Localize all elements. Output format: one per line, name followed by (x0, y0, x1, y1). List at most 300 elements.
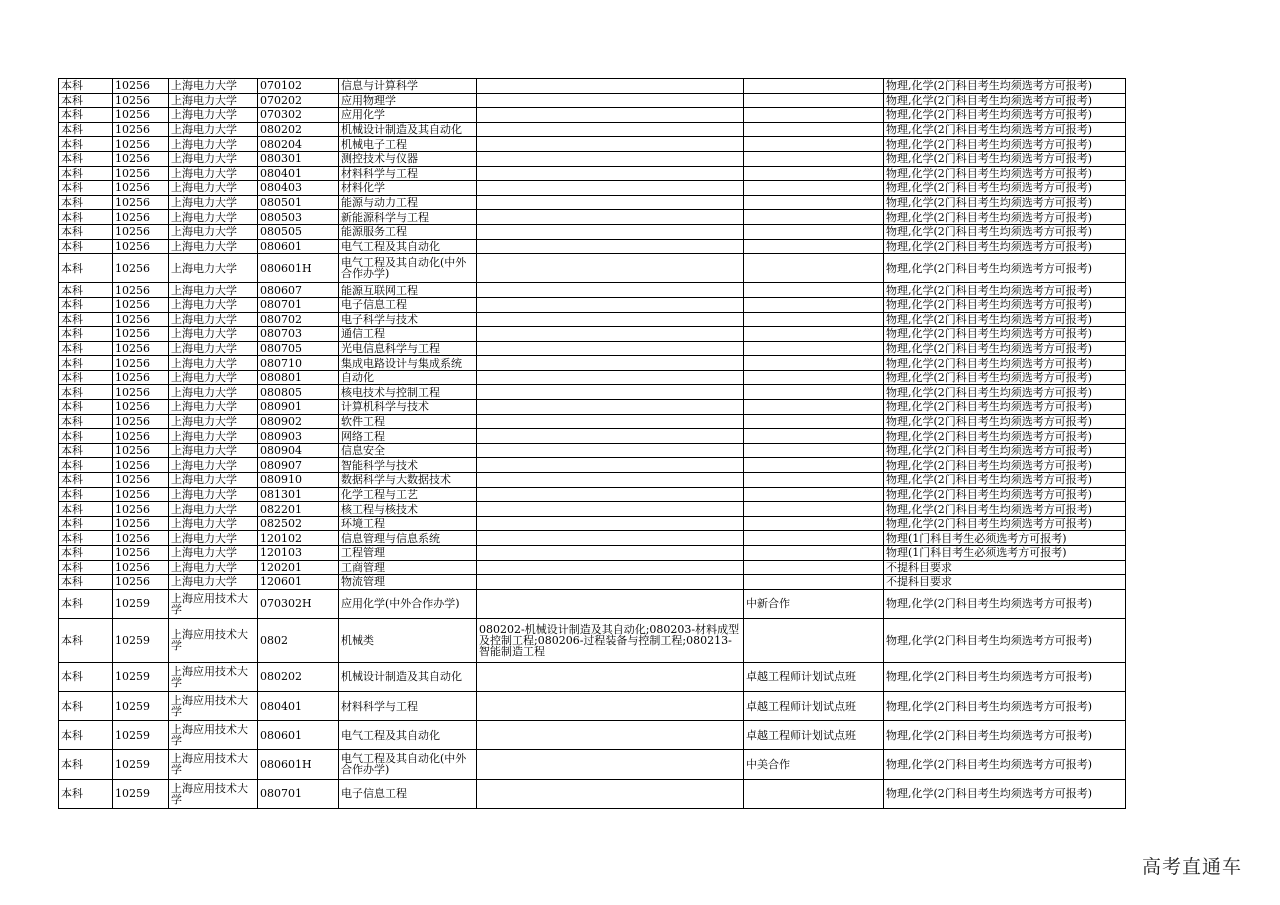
major-name-cell: 工商管理 (339, 560, 477, 575)
school-name-cell: 上海电力大学 (169, 93, 258, 108)
school-code-cell: 10259 (113, 779, 169, 808)
table-row (59, 429, 1126, 444)
level-cell: 本科 (59, 239, 113, 254)
school-code-cell: 10256 (113, 151, 169, 166)
remark-cell (744, 151, 884, 166)
major-code-cell: 082201 (258, 502, 339, 517)
subject-requirement-cell: 物理,化学(2门科目考生均须选考方可报考) (884, 312, 1126, 327)
level-cell: 本科 (59, 531, 113, 546)
subject-requirement-cell: 物理,化学(2门科目考生均须选考方可报考) (884, 327, 1126, 342)
remark-cell (744, 79, 884, 94)
school-name-cell: 上海电力大学 (169, 195, 258, 210)
school-code-cell: 10256 (113, 516, 169, 531)
table-body (59, 79, 1126, 809)
major-name-cell: 机械类 (339, 618, 477, 662)
major-name-cell: 能源互联网工程 (339, 283, 477, 298)
school-code-cell: 10256 (113, 283, 169, 298)
included-majors-cell (477, 516, 744, 531)
table-row (59, 560, 1126, 575)
major-code-cell: 080903 (258, 429, 339, 444)
subject-requirement-cell: 物理,化学(2门科目考生均须选考方可报考) (884, 166, 1126, 181)
school-name-cell: 上海电力大学 (169, 385, 258, 400)
school-code-cell: 10256 (113, 502, 169, 517)
subject-requirement-cell: 不提科目要求 (884, 560, 1126, 575)
school-name-cell: 上海电力大学 (169, 516, 258, 531)
school-code-cell: 10259 (113, 589, 169, 618)
subject-requirement-cell: 物理,化学(2门科目考生均须选考方可报考) (884, 108, 1126, 123)
table-row (59, 283, 1126, 298)
school-code-cell: 10256 (113, 560, 169, 575)
included-majors-cell (477, 385, 744, 400)
school-name-cell: 上海电力大学 (169, 108, 258, 123)
included-majors-cell (477, 195, 744, 210)
major-code-cell: 081301 (258, 487, 339, 502)
major-code-cell: 120102 (258, 531, 339, 546)
school-name-cell: 上海电力大学 (169, 473, 258, 488)
school-code-cell: 10256 (113, 254, 169, 283)
level-cell: 本科 (59, 327, 113, 342)
school-code-cell: 10259 (113, 750, 169, 779)
subject-requirement-cell: 物理,化学(2门科目考生均须选考方可报考) (884, 93, 1126, 108)
school-name-cell: 上海电力大学 (169, 443, 258, 458)
school-name-cell: 上海应用技术大学 (169, 691, 258, 720)
subject-requirement-cell: 物理,化学(2门科目考生均须选考方可报考) (884, 385, 1126, 400)
table-row (59, 546, 1126, 561)
school-code-cell: 10256 (113, 210, 169, 225)
level-cell: 本科 (59, 166, 113, 181)
school-code-cell: 10256 (113, 122, 169, 137)
school-code-cell: 10256 (113, 224, 169, 239)
school-name-cell: 上海电力大学 (169, 151, 258, 166)
major-code-cell: 080904 (258, 443, 339, 458)
level-cell: 本科 (59, 721, 113, 750)
included-majors-cell (477, 487, 744, 502)
included-majors-cell (477, 93, 744, 108)
remark-cell (744, 400, 884, 415)
included-majors-cell (477, 458, 744, 473)
subject-requirement-cell: 物理,化学(2门科目考生均须选考方可报考) (884, 79, 1126, 94)
level-cell: 本科 (59, 341, 113, 356)
school-name-cell: 上海电力大学 (169, 356, 258, 371)
school-code-cell: 10256 (113, 575, 169, 590)
level-cell: 本科 (59, 254, 113, 283)
subject-requirement-cell: 物理,化学(2门科目考生均须选考方可报考) (884, 502, 1126, 517)
table-row (59, 181, 1126, 196)
level-cell: 本科 (59, 356, 113, 371)
school-code-cell: 10256 (113, 370, 169, 385)
subject-requirement-cell: 物理,化学(2门科目考生均须选考方可报考) (884, 400, 1126, 415)
subject-requirement-cell: 物理,化学(2门科目考生均须选考方可报考) (884, 370, 1126, 385)
included-majors-cell (477, 779, 744, 808)
major-code-cell: 080401 (258, 166, 339, 181)
remark-cell: 中新合作 (744, 589, 884, 618)
major-name-cell: 核电技术与控制工程 (339, 385, 477, 400)
level-cell: 本科 (59, 122, 113, 137)
level-cell: 本科 (59, 779, 113, 808)
table-row (59, 575, 1126, 590)
included-majors-cell (477, 429, 744, 444)
included-majors-cell (477, 137, 744, 152)
included-majors-cell (477, 122, 744, 137)
table-row (59, 487, 1126, 502)
school-code-cell: 10256 (113, 458, 169, 473)
included-majors-cell (477, 297, 744, 312)
remark-cell (744, 575, 884, 590)
major-code-cell: 070302H (258, 589, 339, 618)
included-majors-cell: 080202-机械设计制造及其自动化;080203-材料成型及控制工程;080206-过程装备与控制工程;080213-智能制造工程 (477, 618, 744, 662)
major-code-cell: 080701 (258, 779, 339, 808)
subject-requirement-cell: 物理,化学(2门科目考生均须选考方可报考) (884, 151, 1126, 166)
major-name-cell: 信息安全 (339, 443, 477, 458)
school-code-cell: 10256 (113, 443, 169, 458)
school-code-cell: 10259 (113, 691, 169, 720)
level-cell: 本科 (59, 443, 113, 458)
subject-requirement-cell: 物理,化学(2门科目考生均须选考方可报考) (884, 181, 1126, 196)
subject-requirement-cell: 物理,化学(2门科目考生均须选考方可报考) (884, 618, 1126, 662)
level-cell: 本科 (59, 297, 113, 312)
remark-cell (744, 516, 884, 531)
subject-requirement-cell: 物理,化学(2门科目考生均须选考方可报考) (884, 254, 1126, 283)
major-code-cell: 080601 (258, 239, 339, 254)
subject-requirement-cell: 物理,化学(2门科目考生均须选考方可报考) (884, 195, 1126, 210)
school-code-cell: 10256 (113, 531, 169, 546)
table-row (59, 239, 1126, 254)
remark-cell (744, 618, 884, 662)
included-majors-cell (477, 370, 744, 385)
major-code-cell: 120103 (258, 546, 339, 561)
major-name-cell: 集成电路设计与集成系统 (339, 356, 477, 371)
major-name-cell: 电气工程及其自动化(中外合作办学) (339, 254, 477, 283)
remark-cell (744, 779, 884, 808)
remark-cell: 卓越工程师计划试点班 (744, 721, 884, 750)
remark-cell (744, 195, 884, 210)
major-code-cell: 080202 (258, 662, 339, 691)
table-row (59, 618, 1126, 662)
included-majors-cell (477, 750, 744, 779)
major-code-cell: 080401 (258, 691, 339, 720)
major-name-cell: 测控技术与仪器 (339, 151, 477, 166)
major-code-cell: 080601 (258, 721, 339, 750)
level-cell: 本科 (59, 385, 113, 400)
subject-requirement-cell: 物理,化学(2门科目考生均须选考方可报考) (884, 589, 1126, 618)
table-row (59, 108, 1126, 123)
school-code-cell: 10256 (113, 429, 169, 444)
level-cell: 本科 (59, 181, 113, 196)
table-row (59, 93, 1126, 108)
subject-requirement-cell: 物理,化学(2门科目考生均须选考方可报考) (884, 137, 1126, 152)
school-name-cell: 上海电力大学 (169, 181, 258, 196)
level-cell: 本科 (59, 400, 113, 415)
major-name-cell: 应用化学 (339, 108, 477, 123)
included-majors-cell (477, 575, 744, 590)
major-name-cell: 智能科学与技术 (339, 458, 477, 473)
school-name-cell: 上海应用技术大学 (169, 589, 258, 618)
major-name-cell: 应用物理学 (339, 93, 477, 108)
table-row (59, 414, 1126, 429)
major-name-cell: 材料化学 (339, 181, 477, 196)
school-name-cell: 上海电力大学 (169, 327, 258, 342)
major-code-cell: 070302 (258, 108, 339, 123)
major-code-cell: 080202 (258, 122, 339, 137)
subject-requirement-cell: 物理(1门科目考生必须选考方可报考) (884, 531, 1126, 546)
level-cell: 本科 (59, 589, 113, 618)
school-name-cell: 上海电力大学 (169, 166, 258, 181)
school-name-cell: 上海电力大学 (169, 297, 258, 312)
school-name-cell: 上海电力大学 (169, 239, 258, 254)
school-name-cell: 上海电力大学 (169, 210, 258, 225)
major-code-cell: 080301 (258, 151, 339, 166)
major-name-cell: 光电信息科学与工程 (339, 341, 477, 356)
school-name-cell: 上海应用技术大学 (169, 662, 258, 691)
major-code-cell: 080601H (258, 750, 339, 779)
major-code-cell: 080607 (258, 283, 339, 298)
level-cell: 本科 (59, 516, 113, 531)
level-cell: 本科 (59, 662, 113, 691)
major-code-cell: 120601 (258, 575, 339, 590)
school-name-cell: 上海应用技术大学 (169, 750, 258, 779)
included-majors-cell (477, 502, 744, 517)
subject-requirement-cell: 物理,化学(2门科目考生均须选考方可报考) (884, 414, 1126, 429)
school-name-cell: 上海电力大学 (169, 487, 258, 502)
subject-requirement-cell: 物理,化学(2门科目考生均须选考方可报考) (884, 429, 1126, 444)
table-row (59, 224, 1126, 239)
table-row (59, 589, 1126, 618)
major-name-cell: 材料科学与工程 (339, 691, 477, 720)
school-name-cell: 上海电力大学 (169, 341, 258, 356)
school-name-cell: 上海电力大学 (169, 79, 258, 94)
included-majors-cell (477, 166, 744, 181)
major-code-cell: 080703 (258, 327, 339, 342)
school-code-cell: 10256 (113, 400, 169, 415)
table-row (59, 750, 1126, 779)
remark-cell (744, 356, 884, 371)
school-code-cell: 10256 (113, 297, 169, 312)
school-code-cell: 10256 (113, 195, 169, 210)
included-majors-cell (477, 414, 744, 429)
major-name-cell: 信息与计算科学 (339, 79, 477, 94)
subject-requirement-cell: 物理,化学(2门科目考生均须选考方可报考) (884, 750, 1126, 779)
remark-cell: 卓越工程师计划试点班 (744, 662, 884, 691)
level-cell: 本科 (59, 312, 113, 327)
level-cell: 本科 (59, 429, 113, 444)
school-name-cell: 上海应用技术大学 (169, 721, 258, 750)
subject-requirement-cell: 物理,化学(2门科目考生均须选考方可报考) (884, 341, 1126, 356)
table-row (59, 210, 1126, 225)
school-code-cell: 10256 (113, 356, 169, 371)
included-majors-cell (477, 589, 744, 618)
included-majors-cell (477, 560, 744, 575)
level-cell: 本科 (59, 458, 113, 473)
table-row (59, 473, 1126, 488)
level-cell: 本科 (59, 487, 113, 502)
major-name-cell: 信息管理与信息系统 (339, 531, 477, 546)
major-code-cell: 080902 (258, 414, 339, 429)
table-row (59, 356, 1126, 371)
school-code-cell: 10256 (113, 327, 169, 342)
remark-cell (744, 414, 884, 429)
remark-cell (744, 487, 884, 502)
school-name-cell: 上海电力大学 (169, 560, 258, 575)
included-majors-cell (477, 473, 744, 488)
table-row (59, 516, 1126, 531)
remark-cell (744, 210, 884, 225)
school-code-cell: 10259 (113, 618, 169, 662)
included-majors-cell (477, 210, 744, 225)
included-majors-cell (477, 356, 744, 371)
major-name-cell: 自动化 (339, 370, 477, 385)
remark-cell: 中美合作 (744, 750, 884, 779)
remark-cell (744, 181, 884, 196)
subject-requirement-cell: 物理,化学(2门科目考生均须选考方可报考) (884, 224, 1126, 239)
included-majors-cell (477, 151, 744, 166)
remark-cell (744, 502, 884, 517)
level-cell: 本科 (59, 560, 113, 575)
school-code-cell: 10256 (113, 473, 169, 488)
table-row (59, 151, 1126, 166)
remark-cell (744, 166, 884, 181)
remark-cell (744, 429, 884, 444)
included-majors-cell (477, 662, 744, 691)
included-majors-cell (477, 79, 744, 94)
remark-cell (744, 283, 884, 298)
major-name-cell: 工程管理 (339, 546, 477, 561)
major-name-cell: 机械电子工程 (339, 137, 477, 152)
included-majors-cell (477, 721, 744, 750)
subject-requirement-cell: 物理,化学(2门科目考生均须选考方可报考) (884, 516, 1126, 531)
major-name-cell: 通信工程 (339, 327, 477, 342)
remark-cell (744, 122, 884, 137)
table-row (59, 195, 1126, 210)
subject-requirement-cell: 物理,化学(2门科目考生均须选考方可报考) (884, 283, 1126, 298)
school-name-cell: 上海电力大学 (169, 575, 258, 590)
school-code-cell: 10256 (113, 137, 169, 152)
major-code-cell: 080403 (258, 181, 339, 196)
table-row (59, 779, 1126, 808)
level-cell: 本科 (59, 473, 113, 488)
included-majors-cell (477, 254, 744, 283)
included-majors-cell (477, 546, 744, 561)
major-name-cell: 新能源科学与工程 (339, 210, 477, 225)
remark-cell (744, 108, 884, 123)
major-code-cell: 082502 (258, 516, 339, 531)
major-code-cell: 080801 (258, 370, 339, 385)
major-name-cell: 软件工程 (339, 414, 477, 429)
level-cell: 本科 (59, 224, 113, 239)
major-name-cell: 环境工程 (339, 516, 477, 531)
major-code-cell: 080705 (258, 341, 339, 356)
remark-cell (744, 458, 884, 473)
major-name-cell: 材料科学与工程 (339, 166, 477, 181)
major-code-cell: 080907 (258, 458, 339, 473)
table-row (59, 312, 1126, 327)
included-majors-cell (477, 341, 744, 356)
level-cell: 本科 (59, 750, 113, 779)
level-cell: 本科 (59, 79, 113, 94)
school-code-cell: 10256 (113, 181, 169, 196)
level-cell: 本科 (59, 210, 113, 225)
remark-cell (744, 239, 884, 254)
school-code-cell: 10256 (113, 385, 169, 400)
remark-cell (744, 137, 884, 152)
school-name-cell: 上海电力大学 (169, 137, 258, 152)
level-cell: 本科 (59, 546, 113, 561)
school-name-cell: 上海电力大学 (169, 400, 258, 415)
major-name-cell: 核工程与核技术 (339, 502, 477, 517)
included-majors-cell (477, 224, 744, 239)
major-name-cell: 电气工程及其自动化 (339, 721, 477, 750)
school-name-cell: 上海电力大学 (169, 370, 258, 385)
table-row (59, 297, 1126, 312)
included-majors-cell (477, 400, 744, 415)
subject-requirement-cell: 物理,化学(2门科目考生均须选考方可报考) (884, 721, 1126, 750)
school-code-cell: 10256 (113, 79, 169, 94)
included-majors-cell (477, 531, 744, 546)
included-majors-cell (477, 283, 744, 298)
school-name-cell: 上海电力大学 (169, 429, 258, 444)
school-code-cell: 10256 (113, 546, 169, 561)
school-code-cell: 10256 (113, 312, 169, 327)
school-name-cell: 上海电力大学 (169, 414, 258, 429)
major-code-cell: 120201 (258, 560, 339, 575)
subject-requirement-cell: 物理,化学(2门科目考生均须选考方可报考) (884, 356, 1126, 371)
major-code-cell: 080710 (258, 356, 339, 371)
remark-cell: 卓越工程师计划试点班 (744, 691, 884, 720)
level-cell: 本科 (59, 93, 113, 108)
school-name-cell: 上海电力大学 (169, 502, 258, 517)
table-row (59, 79, 1126, 94)
major-code-cell: 080910 (258, 473, 339, 488)
table-row (59, 166, 1126, 181)
major-code-cell: 0802 (258, 618, 339, 662)
school-name-cell: 上海电力大学 (169, 122, 258, 137)
included-majors-cell (477, 327, 744, 342)
remark-cell (744, 546, 884, 561)
school-name-cell: 上海电力大学 (169, 458, 258, 473)
level-cell: 本科 (59, 502, 113, 517)
watermark-logo: 高考直通车 (1142, 856, 1243, 878)
major-name-cell: 计算机科学与技术 (339, 400, 477, 415)
major-code-cell: 080501 (258, 195, 339, 210)
major-code-cell: 080505 (258, 224, 339, 239)
subject-requirement-cell: 物理,化学(2门科目考生均须选考方可报考) (884, 210, 1126, 225)
remark-cell (744, 443, 884, 458)
included-majors-cell (477, 181, 744, 196)
major-code-cell: 080204 (258, 137, 339, 152)
subject-requirement-cell: 物理,化学(2门科目考生均须选考方可报考) (884, 239, 1126, 254)
table-row (59, 370, 1126, 385)
school-code-cell: 10256 (113, 166, 169, 181)
admission-table (58, 78, 1126, 809)
school-code-cell: 10256 (113, 93, 169, 108)
remark-cell (744, 93, 884, 108)
major-name-cell: 网络工程 (339, 429, 477, 444)
major-name-cell: 化学工程与工艺 (339, 487, 477, 502)
level-cell: 本科 (59, 195, 113, 210)
level-cell: 本科 (59, 283, 113, 298)
table-row (59, 400, 1126, 415)
major-name-cell: 能源服务工程 (339, 224, 477, 239)
school-name-cell: 上海应用技术大学 (169, 779, 258, 808)
major-code-cell: 080702 (258, 312, 339, 327)
major-name-cell: 电气工程及其自动化(中外合作办学) (339, 750, 477, 779)
subject-requirement-cell: 物理,化学(2门科目考生均须选考方可报考) (884, 473, 1126, 488)
table-row (59, 254, 1126, 283)
level-cell: 本科 (59, 618, 113, 662)
subject-requirement-cell: 物理,化学(2门科目考生均须选考方可报考) (884, 662, 1126, 691)
table-row (59, 443, 1126, 458)
included-majors-cell (477, 239, 744, 254)
level-cell: 本科 (59, 151, 113, 166)
